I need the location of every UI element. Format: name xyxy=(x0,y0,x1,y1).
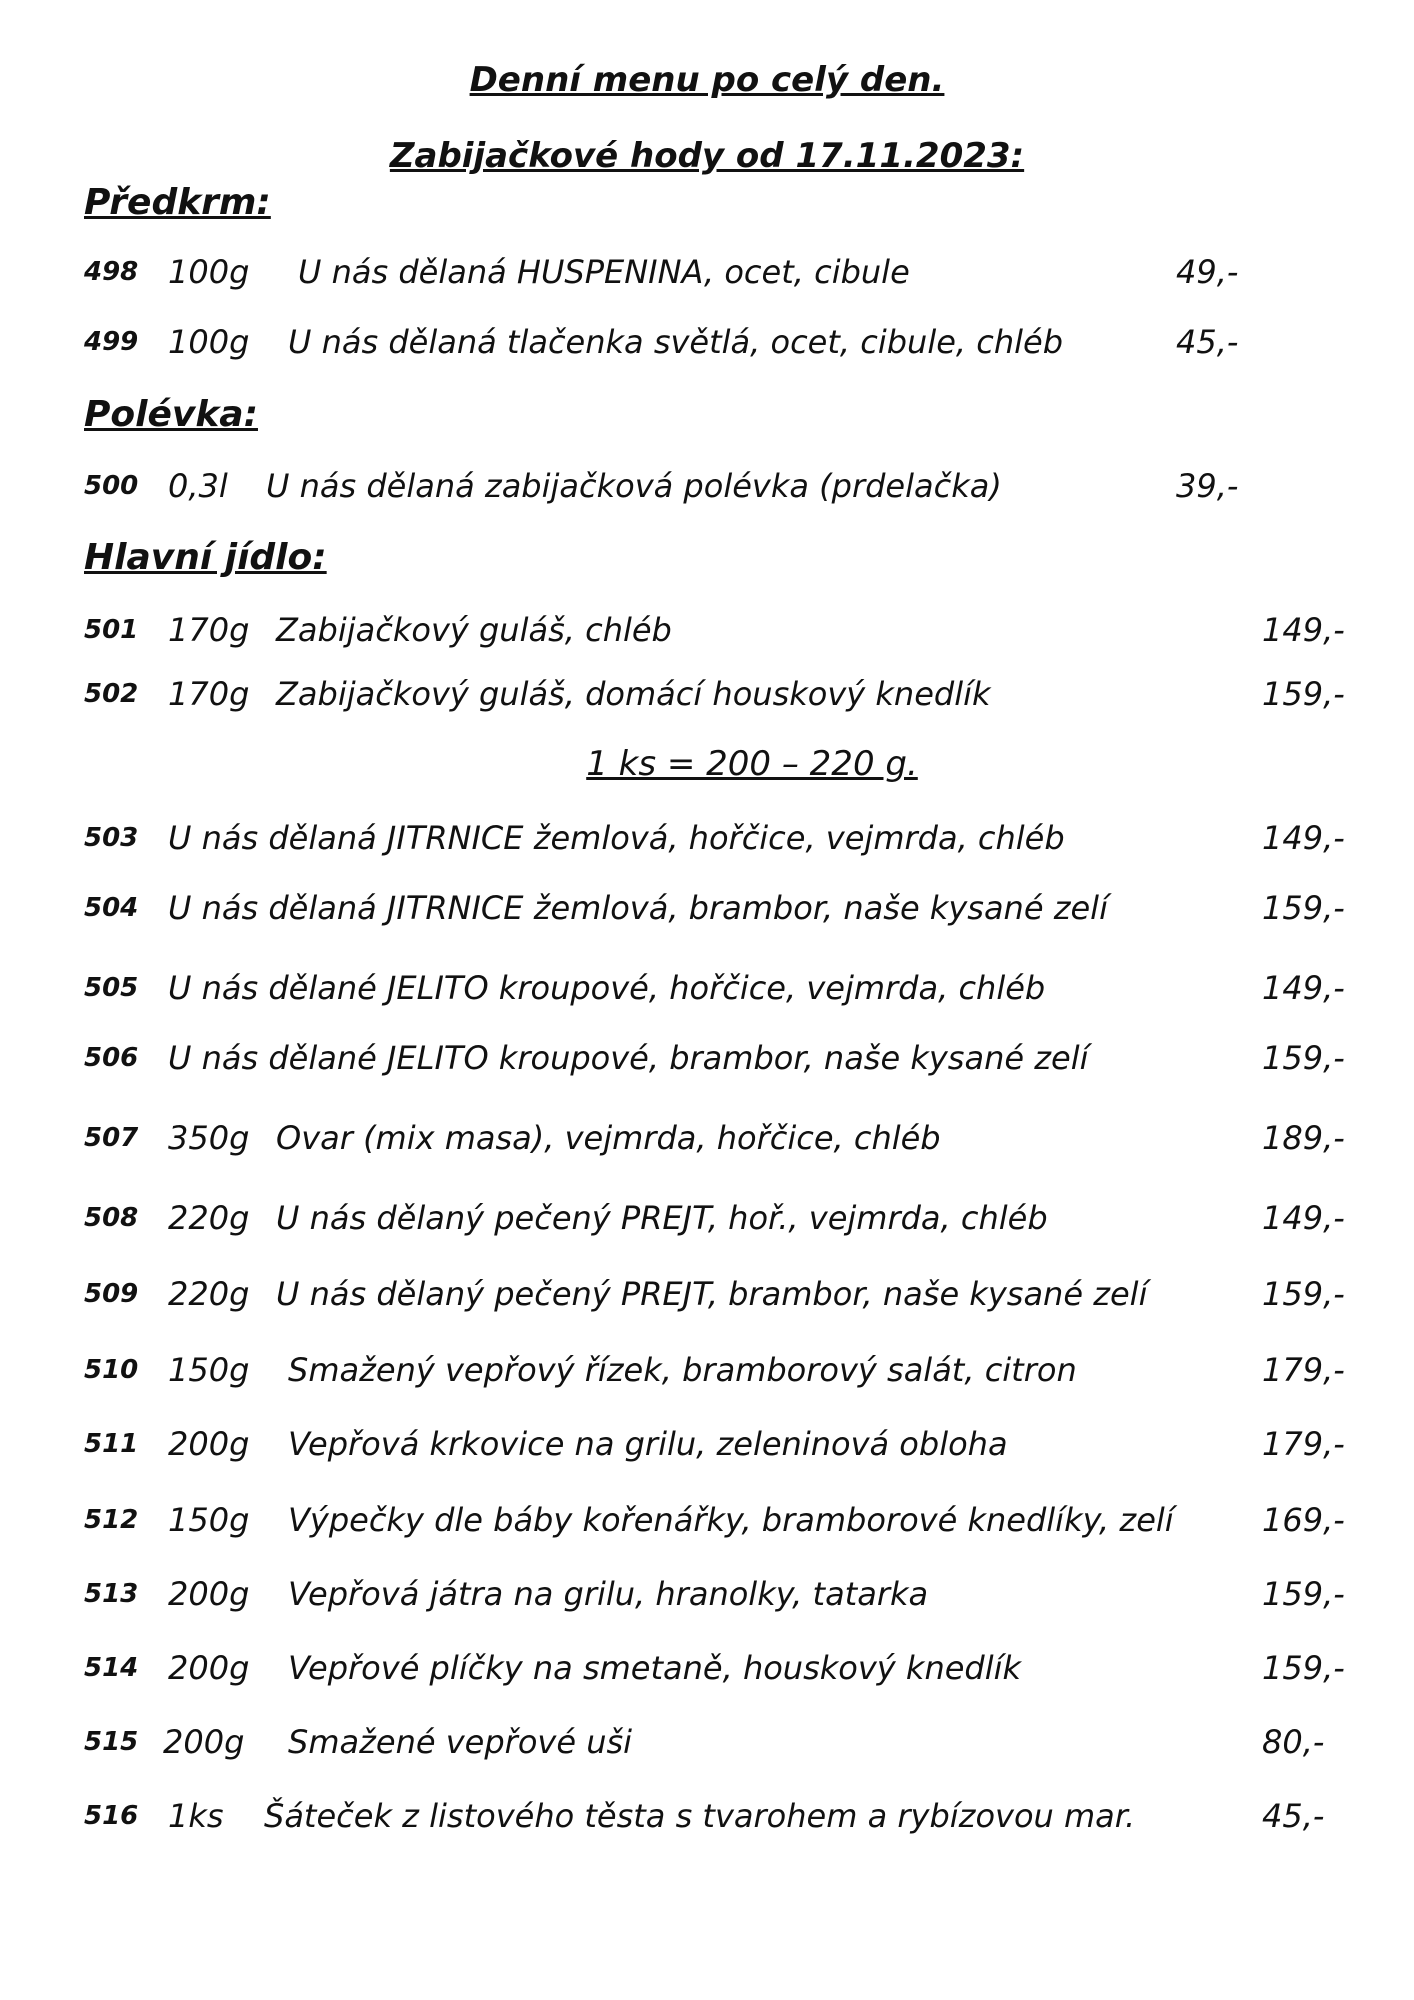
item-weight: 100g xyxy=(168,253,250,291)
item-weight: 0,3l xyxy=(168,467,228,505)
item-price: 159,- xyxy=(1262,1649,1345,1687)
item-price: 149,- xyxy=(1262,611,1345,649)
menu-item xyxy=(0,886,1414,930)
item-price: 149,- xyxy=(1262,969,1345,1007)
item-description: U nás dělaný pečený PREJT, hoř., vejmrda, chléb xyxy=(276,1199,1048,1237)
item-price: 169,- xyxy=(1262,1501,1345,1539)
item-description: Šáteček z listového těsta s tvarohem a rybízovou mar. xyxy=(264,1797,1136,1835)
item-number: 514 xyxy=(84,1653,139,1683)
item-number: 515 xyxy=(84,1727,139,1757)
item-description: U nás dělaná zabijačková polévka (prdelačka) xyxy=(266,467,1002,505)
menu-item xyxy=(0,1794,1414,1838)
menu-item xyxy=(0,250,1414,294)
item-price: 80,- xyxy=(1262,1723,1325,1761)
menu-item xyxy=(0,1272,1414,1316)
item-number: 500 xyxy=(84,471,139,501)
item-number: 498 xyxy=(84,257,139,287)
menu-item xyxy=(0,1036,1414,1080)
item-price: 159,- xyxy=(1262,1575,1345,1613)
item-weight: 150g xyxy=(168,1501,250,1539)
item-number: 501 xyxy=(84,615,139,645)
item-number: 516 xyxy=(84,1801,139,1831)
item-number: 513 xyxy=(84,1579,139,1609)
item-price: 159,- xyxy=(1262,1275,1345,1313)
item-description: U nás dělaná HUSPENINA, ocet, cibule xyxy=(298,253,910,291)
menu-item xyxy=(0,320,1414,364)
item-number: 505 xyxy=(84,973,139,1003)
item-weight: 150g xyxy=(168,1351,250,1389)
menu-item xyxy=(0,1498,1414,1542)
item-price: 159,- xyxy=(1262,889,1345,927)
item-number: 502 xyxy=(84,679,139,709)
item-description: U nás dělaný pečený PREJT, brambor, naše kysané zelí xyxy=(276,1275,1148,1313)
item-weight: 1ks xyxy=(168,1797,224,1835)
item-price: 149,- xyxy=(1262,819,1345,857)
menu-item xyxy=(0,966,1414,1010)
item-weight: 220g xyxy=(168,1199,250,1237)
menu-item xyxy=(0,1348,1414,1392)
item-weight: 100g xyxy=(168,323,250,361)
section-heading-main: Hlavní jídlo: xyxy=(84,537,327,578)
item-description: U nás dělaná tlačenka světlá, ocet, cibule, chléb xyxy=(288,323,1064,361)
item-number: 511 xyxy=(84,1429,139,1459)
menu-item xyxy=(0,1720,1414,1764)
item-price: 149,- xyxy=(1262,1199,1345,1237)
menu-item xyxy=(0,464,1414,508)
item-price: 49,- xyxy=(1176,253,1239,291)
menu-title: Denní menu po celý den. xyxy=(469,60,945,100)
section-heading-soup: Polévka: xyxy=(84,394,258,435)
item-description: Zabijačkový guláš, chléb xyxy=(276,611,672,649)
item-price: 179,- xyxy=(1262,1425,1345,1463)
menu-item xyxy=(0,1422,1414,1466)
item-weight: 200g xyxy=(163,1723,245,1761)
item-price: 39,- xyxy=(1176,467,1239,505)
item-description: U nás dělané JELITO kroupové, hořčice, vejmrda, chléb xyxy=(168,969,1046,1007)
item-number: 503 xyxy=(84,823,139,853)
item-description: U nás dělaná JITRNICE žemlová, hořčice, vejmrda, chléb xyxy=(168,819,1065,857)
item-description: Výpečky dle báby kořenářky, bramborové knedlíky, zelí xyxy=(288,1501,1174,1539)
item-price: 179,- xyxy=(1262,1351,1345,1389)
portion-note-text: 1 ks = 200 – 220 g. xyxy=(586,744,918,784)
item-price: 45,- xyxy=(1176,323,1239,361)
item-weight: 200g xyxy=(168,1575,250,1613)
menu-item xyxy=(0,672,1414,716)
item-description: Vepřové plíčky na smetaně, houskový knedlík xyxy=(288,1649,1022,1687)
item-description: Zabijačkový guláš, domácí houskový knedlík xyxy=(276,675,991,713)
menu-item xyxy=(0,1572,1414,1616)
menu-subtitle: Zabijačkové hody od 17.11.2023: xyxy=(389,136,1025,176)
item-number: 509 xyxy=(84,1279,139,1309)
item-weight: 170g xyxy=(168,611,250,649)
item-description: U nás dělané JELITO kroupové, brambor, naše kysané zelí xyxy=(168,1039,1089,1077)
item-weight: 220g xyxy=(168,1275,250,1313)
item-number: 512 xyxy=(84,1505,139,1535)
item-number: 506 xyxy=(84,1043,139,1073)
item-number: 504 xyxy=(84,893,139,923)
item-number: 499 xyxy=(84,327,139,357)
item-description: Vepřová játra na grilu, hranolky, tatarka xyxy=(288,1575,929,1613)
item-weight: 170g xyxy=(168,675,250,713)
menu-item xyxy=(0,1196,1414,1240)
item-number: 510 xyxy=(84,1355,139,1385)
item-description: Smažené vepřové uši xyxy=(288,1723,633,1761)
item-description: Ovar (mix masa), vejmrda, hořčice, chléb xyxy=(276,1119,941,1157)
item-description: Vepřová krkovice na grilu, zeleninová obloha xyxy=(288,1425,1008,1463)
item-description: U nás dělaná JITRNICE žemlová, brambor, naše kysané zelí xyxy=(168,889,1108,927)
menu-item xyxy=(0,1116,1414,1160)
item-number: 508 xyxy=(84,1203,139,1233)
menu-item xyxy=(0,608,1414,652)
item-price: 159,- xyxy=(1262,675,1345,713)
item-weight: 200g xyxy=(168,1649,250,1687)
item-weight: 350g xyxy=(168,1119,250,1157)
item-description: Smažený vepřový řízek, bramborový salát, citron xyxy=(288,1351,1077,1389)
menu-item xyxy=(0,816,1414,860)
item-weight: 200g xyxy=(168,1425,250,1463)
section-heading-starter: Předkrm: xyxy=(84,182,271,223)
portion-note xyxy=(0,742,1414,786)
item-price: 189,- xyxy=(1262,1119,1345,1157)
item-price: 159,- xyxy=(1262,1039,1345,1077)
menu-item xyxy=(0,1646,1414,1690)
item-price: 45,- xyxy=(1262,1797,1325,1835)
item-number: 507 xyxy=(84,1123,139,1153)
